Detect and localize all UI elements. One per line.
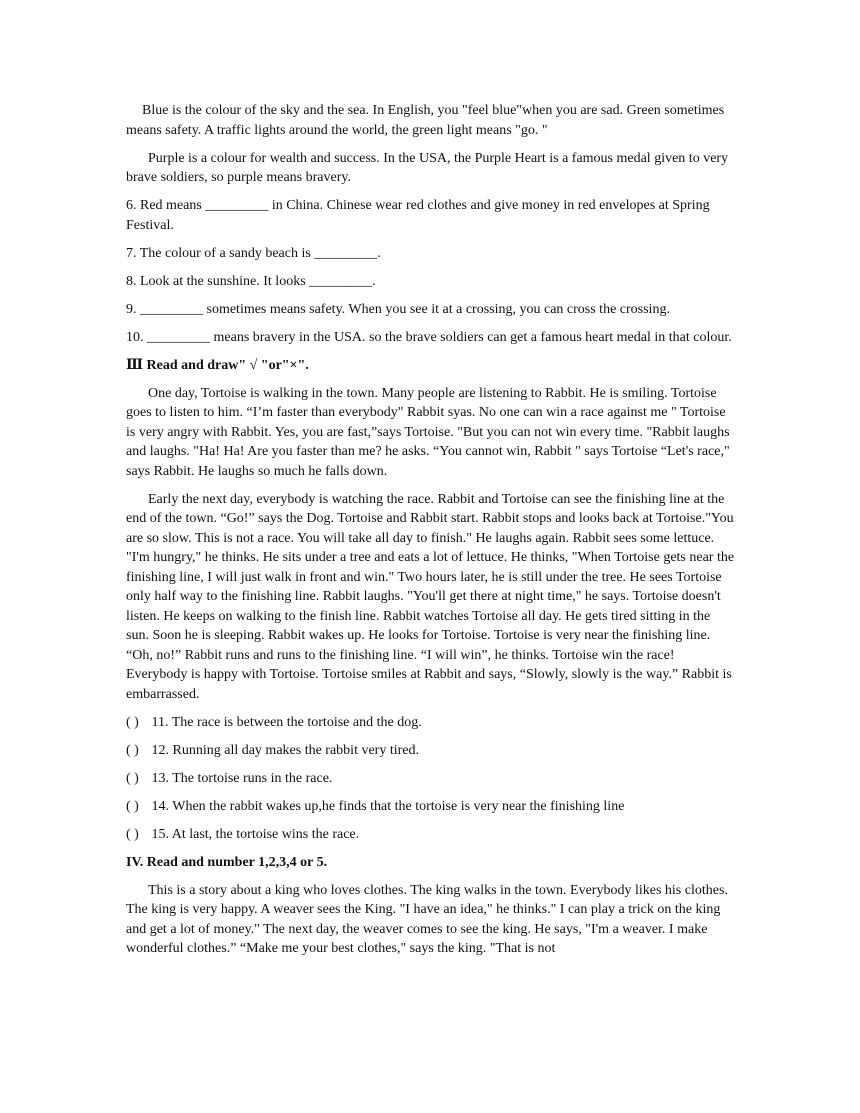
fill-question-7: 7. The colour of a sandy beach is _________. xyxy=(126,245,381,261)
true-false-item-12 xyxy=(126,741,736,761)
true-false-item-15 xyxy=(126,825,736,845)
fill-question-6: 6. Red means _________ in China. Chinese wear red clothes and give money in red envelopes at Spring Festival. xyxy=(126,198,710,233)
fill-question-8: 8. Look at the sunshine. It looks _________. xyxy=(126,273,376,289)
true-false-statement: 11. The race is between the tortoise and the dog. xyxy=(151,714,422,730)
colour-passage-paragraph-purple: Purple is a colour for wealth and success. In the USA, the Purple Heart is a famous medal given to very brave soldiers, so purple means bravery. xyxy=(126,150,729,185)
fill-question-9: 9. _________ sometimes means safety. When you see it at a crossing, you can cross the crossing. xyxy=(126,301,670,317)
colour-passage-paragraph-blue: Blue is the colour of the sky and the sea. In English, you "feel blue"when you are sad. Green sometimes means safety. A traffic lights around the world, the green light means "go. " xyxy=(126,103,725,138)
king-story-paragraph-1: This is a story about a king who loves clothes. The king walks in the town. Everybody likes his clothes. The king is very happy. A weaver sees the King. "I have an idea," he thinks." I can play a trick on the king and get a lot of money." The next day, the weaver comes to see the king. He says, "I'm a weaver. I make wonderful clothes.” “Make me your best clothes," says the king. "That is not xyxy=(126,882,728,956)
true-false-statement: 14. When the rabbit wakes up,he finds that the tortoise is very near the finishing line xyxy=(151,798,625,814)
section-3-heading: Ⅲ Read and draw" √ "or"×". xyxy=(126,357,309,373)
answer-bracket[interactable]: ( ) xyxy=(126,714,139,730)
answer-bracket[interactable]: ( ) xyxy=(126,742,139,758)
race-story-paragraph-2: Early the next day, everybody is watching the race. Rabbit and Tortoise can see the finishing line at the end of the town. “Go!” says the Dog. Tortoise and Rabbit start. Rabbit stops and looks back at Tortoise."You are so slow. This is not a race. You will take all day to finish." He laughs again. Rabbit sees some lettuce. "I'm hungry," he thinks. He sits under a tree and eats a lot of lettuce. He thinks, "When Tortoise gets near the finishing line, I will just walk in front and win." Two hours later, he is still under the tree. He sees Tortoise only half way to the finishing line. Rabbit laughs. "You'll get there at night time," he says. Tortoise doesn't listen. He keeps on walking to the finish line. Rabbit watches Tortoise all day. He gets tired sitting in the sun. Soon he is sleeping. Rabbit wakes up. He looks for Tortoise. Tortoise is very near the finishing line. “Oh, no!” Rabbit runs and runs to the finishing line. “I will win”, he thinks. Tortoise win the race! Everybody is happy with Tortoise. Tortoise smiles at Rabbit and says, “Slowly, slowly is the way.” Rabbit is embarrassed. xyxy=(126,491,735,702)
true-false-statement: 15. At last, the tortoise wins the race. xyxy=(151,826,360,842)
race-story-paragraph-1: One day, Tortoise is walking in the town. Many people are listening to Rabbit. He is smiling. Tortoise goes to listen to him. “I’m faster than everybody" Rabbit syas. No one can win a race against me " Tortoise is very angry with Rabbit. Yes, you are fast,”says Tortoise. "But you can not win every time. "Rabbit laughs and laughs. "Ha! Ha! Are you faster than me? he asks. “You cannot win, Rabbit " says Tortoise “Let's race," says Rabbit. He laughs so much he falls down. xyxy=(126,385,730,479)
fill-question-10: 10. _________ means bravery in the USA. so the brave soldiers can get a famous heart medal in that colour. xyxy=(126,329,732,345)
true-false-statement: 13. The tortoise runs in the race. xyxy=(151,770,333,786)
true-false-item-11 xyxy=(126,713,736,733)
answer-bracket[interactable]: ( ) xyxy=(126,826,139,842)
true-false-item-13 xyxy=(126,769,736,789)
worksheet-page xyxy=(126,101,736,967)
section-4-heading: IV. Read and number 1,2,3,4 or 5. xyxy=(126,854,328,870)
true-false-item-14 xyxy=(126,797,736,817)
answer-bracket[interactable]: ( ) xyxy=(126,770,139,786)
answer-bracket[interactable]: ( ) xyxy=(126,798,139,814)
true-false-statement: 12. Running all day makes the rabbit very tired. xyxy=(151,742,419,758)
